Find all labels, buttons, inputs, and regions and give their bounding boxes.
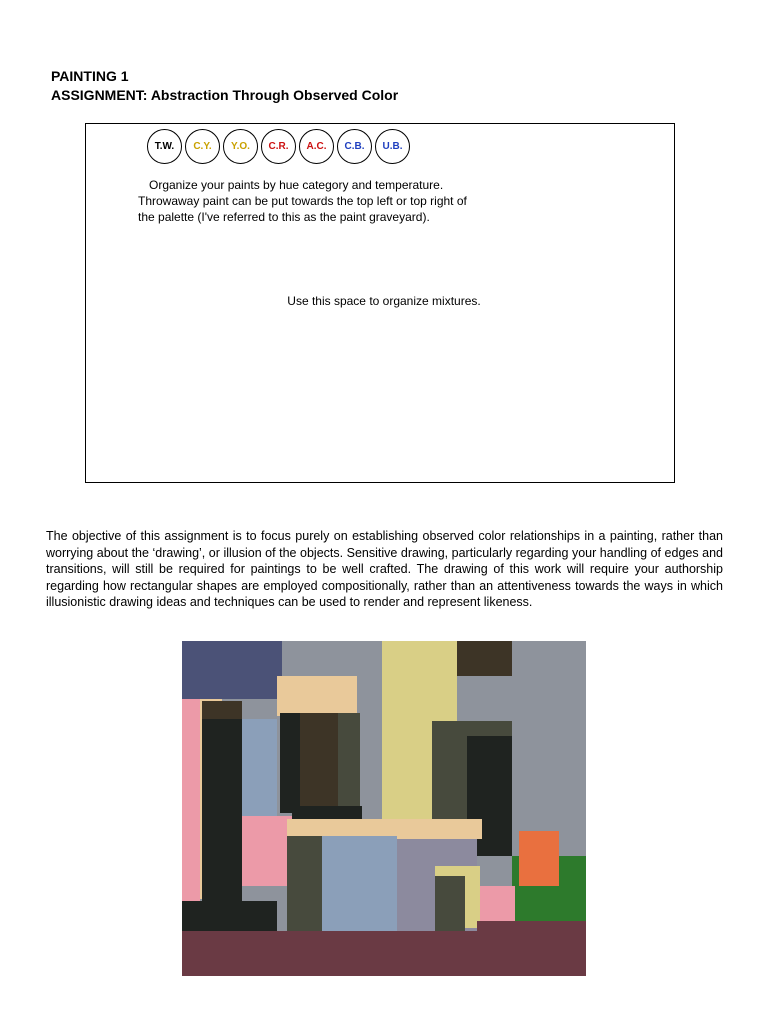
instructions-line: Throwaway paint can be put towards the top left or top right of — [138, 194, 467, 208]
paint-block — [435, 876, 465, 931]
paint-circle: C.Y. — [185, 129, 220, 164]
paint-circle: C.R. — [261, 129, 296, 164]
paint-block — [338, 713, 360, 813]
palette-instructions — [138, 177, 498, 225]
paint-circle: U.B. — [375, 129, 410, 164]
paint-block — [465, 873, 480, 928]
objective-paragraph: The objective of this assignment is to focus purely on establishing observed color relationships in a painting, rather than worrying about the ‘drawing’, or illusion of the objects. Sensitive drawing, particularly regarding your handling of edges and transitions, will still be required for paintings to be well crafted. The drawing of this work will require your authorship regarding how rectangular shapes are employed compositionally, rather than an attentiveness towards the ways in which illusionistic drawing ideas and techniques can be used to render and represent likeness. — [46, 529, 723, 609]
paint-block — [202, 719, 222, 919]
paint-circle: A.C. — [299, 129, 334, 164]
instructions-line: the palette (I've referred to this as the paint graveyard). — [138, 210, 430, 224]
paint-block — [477, 921, 586, 976]
instructions-line: Organize your paints by hue category and temperature. — [149, 178, 444, 192]
course-title: PAINTING 1 — [51, 68, 129, 84]
paint-circle: T.W. — [147, 129, 182, 164]
mixture-note: Use this space to organize mixtures. — [287, 294, 481, 308]
paint-block — [277, 676, 357, 716]
paint-block — [519, 831, 559, 886]
paint-block — [182, 641, 282, 699]
paint-circle: Y.O. — [223, 129, 258, 164]
paint-row — [147, 129, 410, 164]
paint-block — [280, 713, 300, 813]
paint-block — [242, 719, 277, 819]
paint-block — [222, 719, 242, 919]
assignment-title: ASSIGNMENT: Abstraction Through Observed Color — [51, 87, 399, 103]
example-painting — [182, 641, 586, 976]
paint-block — [242, 816, 292, 886]
paint-block — [457, 641, 512, 676]
paint-block — [300, 713, 338, 813]
palette-box — [85, 123, 675, 483]
paint-block — [182, 901, 277, 931]
paint-circle: C.B. — [337, 129, 372, 164]
paint-block — [202, 701, 242, 721]
